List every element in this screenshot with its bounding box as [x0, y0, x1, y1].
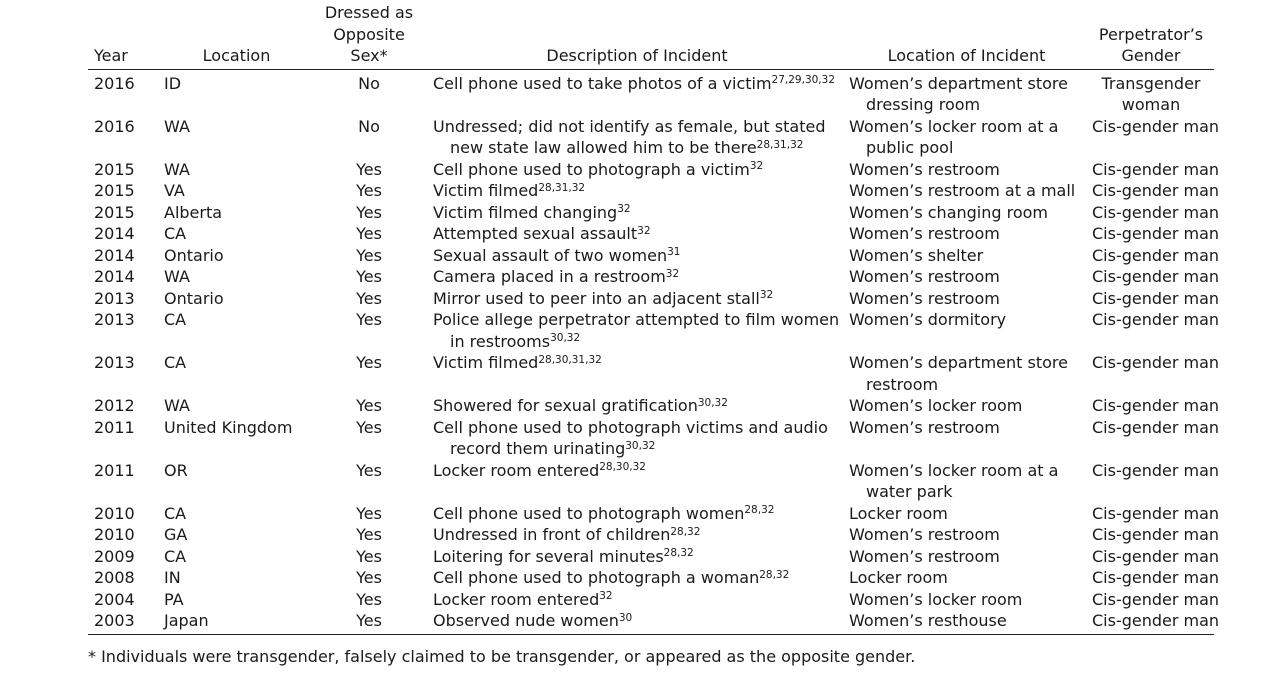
cell-location: WA	[164, 267, 190, 286]
cell-year: 2015	[94, 202, 135, 222]
table-header	[88, 0, 1214, 69]
cell-incident-location	[845, 460, 1088, 503]
cell-year: 2010	[94, 525, 135, 544]
description-text: Undressed; did not identify as female, but stated	[433, 116, 826, 136]
cell-perpetrator-gender	[1088, 546, 1220, 568]
gender-line1: Cis-gender man	[1092, 568, 1220, 587]
description-text: Police allege perpetrator attempted to film women	[433, 310, 840, 329]
description-text: Mirror used to peer into an adjacent stall	[433, 288, 760, 308]
cell-location: CA	[164, 503, 187, 523]
gender-line1: Transgender	[1101, 73, 1201, 93]
cell-incident-location	[845, 69, 1088, 116]
description-line2	[433, 331, 841, 353]
incident-location-line1: Women’s dormitory	[849, 310, 1007, 329]
cell-location: CA	[164, 353, 187, 372]
description-line1	[433, 310, 839, 329]
citation-superscript: 30,32	[625, 439, 656, 452]
cell-description	[425, 288, 845, 310]
cell-perpetrator-gender	[1088, 460, 1220, 503]
table-row	[88, 417, 1214, 460]
table-row	[88, 567, 1214, 589]
cell-dressed: Yes	[356, 568, 382, 587]
cell-incident-location	[845, 395, 1088, 417]
cell-incident-location	[845, 417, 1088, 460]
gender-line1: Cis-gender man	[1092, 589, 1220, 609]
header-year: Year	[94, 46, 128, 65]
description-line1	[433, 590, 613, 609]
table-row	[88, 245, 1214, 267]
cell-incident-location	[845, 352, 1088, 395]
description-text: Locker room entered	[433, 460, 600, 480]
cell-dressed: Yes	[356, 181, 382, 200]
citation-superscript: 32	[749, 160, 764, 173]
description-text: Cell phone used to photograph a woman	[433, 568, 760, 587]
cell-incident-location	[845, 589, 1088, 611]
incident-location-line1: Locker room	[849, 568, 948, 587]
cell-dressed: Yes	[356, 202, 382, 222]
cell-perpetrator-gender	[1088, 288, 1220, 310]
description-text: Victim filmed changing	[433, 202, 618, 222]
cell-incident-location	[845, 180, 1088, 202]
cell-incident-location	[845, 202, 1088, 224]
cell-location: Alberta	[164, 202, 223, 222]
gender-line1: Cis-gender man	[1092, 181, 1220, 200]
cell-perpetrator-gender	[1088, 266, 1220, 288]
header-description: Description of Incident	[546, 46, 728, 65]
description-text-continued: record them urinating	[450, 439, 626, 458]
description-text-continued: in restrooms	[450, 331, 551, 351]
incident-location-line1: Women’s locker room	[849, 589, 1023, 609]
cell-year: 2008	[94, 568, 135, 587]
cell-description	[425, 524, 845, 546]
incident-location-line2: restroom	[866, 374, 939, 394]
table-row	[88, 180, 1214, 202]
cell-description	[425, 417, 845, 460]
cell-incident-location	[845, 266, 1088, 288]
incident-location-line1: Women’s restroom	[849, 288, 1000, 308]
cell-perpetrator-gender	[1088, 610, 1220, 634]
description-line1	[433, 461, 646, 480]
table-row	[88, 69, 1214, 116]
citation-superscript: 28,32	[670, 525, 701, 538]
cell-description	[425, 202, 845, 224]
cell-year: 2013	[94, 310, 135, 329]
incident-location-line1: Women’s restroom	[849, 224, 1000, 243]
incident-location-line1: Women’s changing room	[849, 202, 1049, 222]
citation-superscript: 28,32	[759, 568, 790, 581]
description-text: Cell phone used to photograph victims and audio	[433, 417, 828, 437]
citation-superscript: 32	[617, 203, 631, 216]
cell-year: 2014	[94, 267, 135, 286]
cell-year: 2011	[94, 417, 135, 437]
description-line1	[433, 224, 651, 243]
table-row	[88, 288, 1214, 310]
cell-year: 2003	[94, 611, 135, 630]
incident-location-line1: Women’s locker room	[849, 396, 1023, 415]
cell-year: 2009	[94, 546, 135, 566]
incident-location-line1: Women’s locker room at a	[849, 460, 1059, 480]
cell-dressed: Yes	[356, 503, 382, 523]
cell-dressed: Yes	[356, 288, 382, 308]
description-text: Victim filmed	[433, 353, 539, 372]
description-text: Loitering for several minutes	[433, 546, 664, 566]
cell-year: 2015	[94, 181, 135, 200]
table-row	[88, 546, 1214, 568]
cell-location: PA	[164, 589, 184, 609]
cell-incident-location	[845, 503, 1088, 525]
cell-description	[425, 610, 845, 634]
cell-dressed: Yes	[356, 224, 382, 243]
description-line1	[433, 160, 763, 179]
description-text: Locker room entered	[433, 589, 600, 609]
cell-perpetrator-gender	[1088, 524, 1220, 546]
cell-incident-location	[845, 223, 1088, 245]
gender-line1: Cis-gender man	[1092, 460, 1220, 480]
description-line1	[433, 117, 825, 136]
description-text: Cell phone used to photograph a victim	[433, 159, 750, 179]
cell-incident-location	[845, 245, 1088, 267]
cell-perpetrator-gender	[1088, 116, 1220, 159]
incident-location-line1: Women’s restroom	[849, 525, 1000, 544]
incident-location-line2: dressing room	[866, 95, 981, 114]
table-row	[88, 589, 1214, 611]
gender-line1: Cis-gender man	[1092, 224, 1220, 243]
description-text: Camera placed in a restroom	[433, 267, 666, 286]
description-line1	[433, 181, 585, 200]
description-line1	[433, 396, 728, 415]
incident-location-line1: Women’s restroom	[849, 159, 1000, 179]
header-gender-line1: Perpetrator’s	[1098, 24, 1204, 44]
cell-description	[425, 116, 845, 159]
gender-line1: Cis-gender man	[1092, 159, 1220, 179]
description-text: Cell phone used to photograph women	[433, 503, 745, 523]
citation-superscript: 27,29,30,32	[771, 74, 836, 87]
cell-perpetrator-gender	[1088, 567, 1220, 589]
header-dressed-line2: Opposite	[333, 24, 405, 44]
cell-dressed: Yes	[356, 546, 382, 566]
description-line2	[433, 438, 841, 460]
cell-year: 2015	[94, 159, 135, 179]
incident-table-container	[88, 0, 1220, 635]
gender-line1: Cis-gender man	[1092, 525, 1220, 544]
cell-description	[425, 589, 845, 611]
cell-location: WA	[164, 396, 190, 415]
description-line1	[433, 525, 700, 544]
cell-dressed: Yes	[356, 159, 382, 179]
cell-description	[425, 503, 845, 525]
gender-line1: Cis-gender man	[1092, 116, 1220, 136]
cell-perpetrator-gender	[1088, 352, 1220, 395]
cell-incident-location	[845, 524, 1088, 546]
cell-dressed: Yes	[356, 267, 382, 286]
table-row	[88, 524, 1214, 546]
description-text: Sexual assault of two women	[433, 245, 668, 265]
cell-perpetrator-gender	[1088, 589, 1220, 611]
incident-location-line1: Women’s department store	[849, 73, 1068, 93]
header-location: Location	[202, 46, 271, 65]
cell-year: 2013	[94, 353, 135, 372]
gender-line1: Cis-gender man	[1092, 417, 1220, 437]
cell-description	[425, 159, 845, 181]
gender-line1: Cis-gender man	[1092, 202, 1220, 222]
cell-location: Ontario	[164, 288, 224, 308]
citation-superscript: 31	[667, 246, 681, 259]
citation-superscript: 28,30,31,32	[538, 353, 602, 366]
cell-perpetrator-gender	[1088, 309, 1220, 352]
cell-description	[425, 546, 845, 568]
header-gender-line2: Gender	[1121, 46, 1181, 65]
table-footnote: * Individuals were transgender, falsely claimed to be transgender, or appeared as the opposite gender.	[88, 647, 916, 666]
cell-year: 2012	[94, 396, 135, 415]
incident-location-line1: Women’s resthouse	[849, 611, 1007, 630]
citation-superscript: 28,32	[663, 547, 694, 560]
description-text: Undressed in front of children	[433, 525, 671, 544]
gender-line1: Cis-gender man	[1092, 245, 1220, 265]
description-line1	[433, 267, 679, 286]
cell-location: WA	[164, 159, 190, 179]
cell-description	[425, 309, 845, 352]
cell-dressed: Yes	[356, 396, 382, 415]
cell-dressed: Yes	[356, 353, 382, 372]
gender-line1: Cis-gender man	[1092, 267, 1220, 286]
table-row	[88, 395, 1214, 417]
description-line1	[433, 418, 828, 437]
gender-line1: Cis-gender man	[1092, 353, 1220, 372]
incident-table	[88, 0, 1220, 635]
description-line1	[433, 203, 631, 222]
incident-location-line1: Women’s restroom	[849, 417, 1000, 437]
cell-incident-location	[845, 567, 1088, 589]
citation-superscript: 28,32	[744, 504, 775, 517]
cell-description	[425, 245, 845, 267]
cell-incident-location	[845, 116, 1088, 159]
description-line1	[433, 246, 680, 265]
table-row	[88, 266, 1214, 288]
citation-superscript: 28,31,32	[538, 181, 586, 194]
cell-incident-location	[845, 309, 1088, 352]
gender-line1: Cis-gender man	[1092, 503, 1220, 523]
description-line1	[433, 547, 694, 566]
description-line1	[433, 611, 632, 630]
cell-year: 2013	[94, 288, 135, 308]
description-line1	[433, 74, 835, 93]
cell-perpetrator-gender	[1088, 180, 1220, 202]
cell-dressed: Yes	[356, 460, 382, 480]
description-text: Observed nude women	[433, 611, 619, 630]
citation-superscript: 30,32	[550, 332, 581, 345]
cell-dressed: Yes	[356, 245, 382, 265]
cell-description	[425, 567, 845, 589]
incident-location-line1: Women’s department store	[849, 353, 1068, 372]
cell-location: CA	[164, 546, 187, 566]
incident-location-line2: public pool	[866, 138, 954, 157]
cell-description	[425, 395, 845, 417]
table-row	[88, 116, 1214, 159]
description-line1	[433, 568, 789, 587]
cell-dressed: Yes	[356, 417, 382, 437]
cell-dressed: Yes	[356, 310, 382, 329]
cell-dressed: No	[358, 116, 380, 136]
description-text: Showered for sexual gratification	[433, 396, 698, 415]
table-row	[88, 352, 1214, 395]
cell-dressed: Yes	[356, 611, 382, 630]
cell-year: 2004	[94, 589, 135, 609]
incident-location-line1: Women’s restroom	[849, 267, 1000, 286]
incident-location-line1: Women’s shelter	[849, 245, 984, 265]
gender-line1: Cis-gender man	[1092, 546, 1220, 566]
cell-incident-location	[845, 610, 1088, 634]
cell-perpetrator-gender	[1088, 395, 1220, 417]
cell-location: GA	[164, 525, 188, 544]
description-line1	[433, 353, 602, 372]
cell-description	[425, 180, 845, 202]
cell-location: IN	[164, 568, 181, 587]
cell-description	[425, 223, 845, 245]
cell-location: United Kingdom	[164, 417, 293, 437]
cell-description	[425, 352, 845, 395]
gender-line1: Cis-gender man	[1092, 611, 1220, 630]
cell-location: ID	[164, 73, 182, 93]
cell-location: OR	[164, 460, 188, 480]
cell-year: 2014	[94, 224, 135, 243]
cell-perpetrator-gender	[1088, 159, 1220, 181]
table-row	[88, 223, 1214, 245]
citation-superscript: 32	[759, 289, 774, 302]
description-line1	[433, 504, 774, 523]
cell-year: 2010	[94, 503, 135, 523]
description-text: Attempted sexual assault	[433, 224, 638, 243]
table-row	[88, 202, 1214, 224]
cell-incident-location	[845, 288, 1088, 310]
cell-location: Ontario	[164, 245, 224, 265]
citation-superscript: 32	[599, 590, 613, 603]
cell-location: VA	[164, 181, 185, 200]
cell-perpetrator-gender	[1088, 245, 1220, 267]
cell-description	[425, 69, 845, 116]
description-line2	[433, 137, 841, 159]
cell-dressed: Yes	[356, 589, 382, 609]
cell-perpetrator-gender	[1088, 417, 1220, 460]
table-row	[88, 503, 1214, 525]
gender-line1: Cis-gender man	[1092, 396, 1220, 415]
table-row	[88, 159, 1214, 181]
description-line1	[433, 289, 773, 308]
cell-perpetrator-gender	[1088, 202, 1220, 224]
cell-year: 2016	[94, 116, 135, 136]
cell-description	[425, 460, 845, 503]
citation-superscript: 32	[665, 267, 680, 280]
incident-location-line1: Women’s locker room at a	[849, 116, 1059, 136]
cell-dressed: No	[358, 73, 380, 93]
cell-year: 2011	[94, 460, 135, 480]
gender-line2: woman	[1121, 95, 1181, 114]
cell-perpetrator-gender	[1088, 503, 1220, 525]
citation-superscript: 32	[637, 224, 651, 237]
description-text: Cell phone used to take photos of a victim	[433, 73, 772, 93]
cell-location: CA	[164, 310, 187, 329]
cell-incident-location	[845, 159, 1088, 181]
cell-incident-location	[845, 546, 1088, 568]
incident-location-line1: Locker room	[849, 503, 948, 523]
header-dressed	[313, 0, 425, 69]
citation-superscript: 30	[618, 611, 633, 624]
incident-location-line1: Women’s restroom	[849, 546, 1000, 566]
header-dressed-line1: Dressed as	[324, 3, 414, 22]
cell-location: WA	[164, 116, 190, 136]
table-row	[88, 610, 1214, 634]
description-text: Victim filmed	[433, 181, 539, 200]
header-gender	[1088, 0, 1214, 69]
citation-superscript: 28,31,32	[756, 138, 804, 151]
gender-line1: Cis-gender man	[1092, 288, 1220, 308]
incident-location-line1: Women’s restroom at a mall	[849, 181, 1076, 200]
table-body	[88, 69, 1220, 634]
cell-perpetrator-gender	[1088, 223, 1220, 245]
citation-superscript: 28,30,32	[599, 461, 646, 474]
cell-dressed: Yes	[356, 525, 382, 544]
cell-year: 2016	[94, 73, 135, 93]
header-incident-location: Location of Incident	[887, 46, 1046, 65]
cell-location: Japan	[164, 611, 209, 630]
gender-line1: Cis-gender man	[1092, 310, 1220, 329]
table-row	[88, 309, 1214, 352]
cell-year: 2014	[94, 245, 135, 265]
cell-perpetrator-gender	[1088, 69, 1214, 116]
description-text-continued: new state law allowed him to be there	[450, 138, 757, 157]
incident-location-line2: water park	[866, 482, 953, 501]
citation-superscript: 30,32	[697, 396, 728, 409]
cell-description	[425, 266, 845, 288]
header-row	[88, 0, 1214, 69]
cell-location: CA	[164, 224, 187, 243]
header-dressed-line3: Sex*	[350, 46, 388, 65]
table-row	[88, 460, 1214, 503]
